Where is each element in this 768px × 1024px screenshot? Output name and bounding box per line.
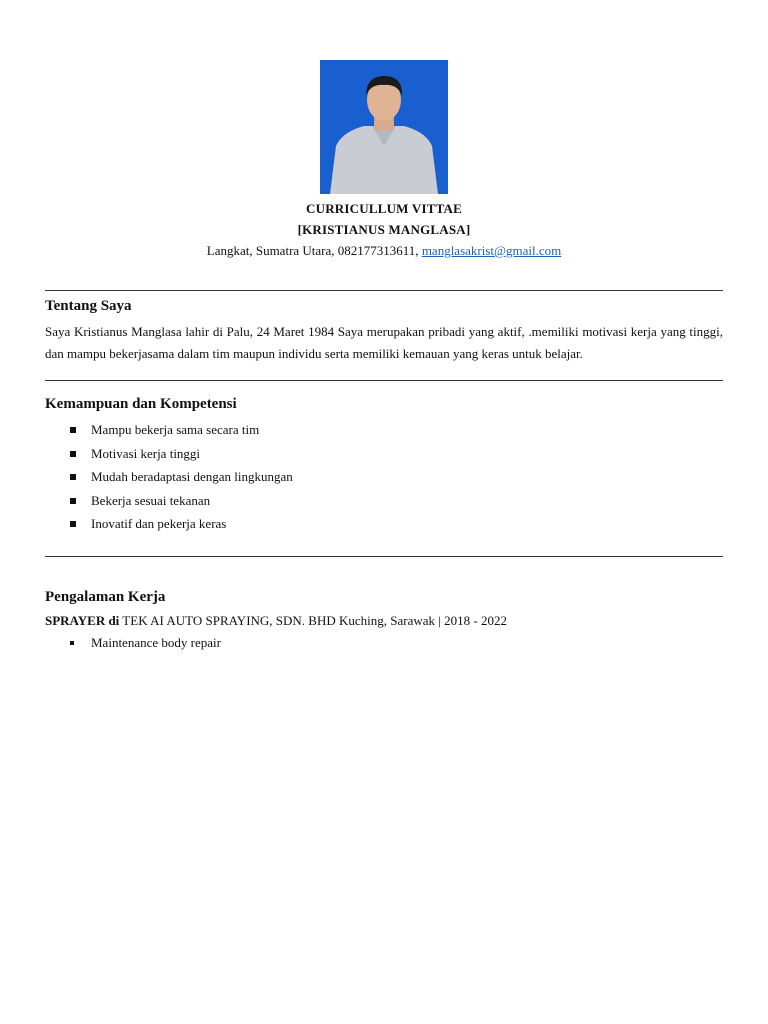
section-heading-about: Tentang Saya <box>45 298 132 314</box>
email-link[interactable]: manglasakrist@gmail.com <box>421 243 562 258</box>
job-company: TEK AI AUTO SPRAYING, SDN. BHD Kuching, Sarawak | 2018 - 2022 <box>119 613 507 628</box>
square-bullet-icon <box>70 498 76 504</box>
divider-about <box>45 380 723 381</box>
list-item <box>45 420 293 444</box>
list-item <box>45 633 221 653</box>
list-item <box>45 491 293 515</box>
square-bullet-icon <box>70 521 76 527</box>
duty-text: Maintenance body repair <box>91 635 221 650</box>
profile-photo <box>320 60 448 194</box>
cv-name: [KRISTIANUS MANGLASA] <box>297 222 471 237</box>
section-heading-skills: Kemampuan dan Kompetensi <box>45 396 237 412</box>
contact-location-phone: Langkat, Sumatra Utara, 082177313611, <box>206 243 422 258</box>
skill-text: Mudah beradaptasi dengan lingkungan <box>91 469 293 485</box>
square-bullet-icon <box>70 474 76 480</box>
square-bullet-icon <box>70 451 76 457</box>
square-bullet-icon <box>70 641 74 645</box>
about-text: Saya Kristianus Manglasa lahir di Palu, 24 Maret 1984 Saya merupakan pribadi yang aktif, .memiliki motivasi kerja yang tinggi, dan mampu bekerjasama dalam tim maupun individu serta memiliki kemauan yang keras untuk belajar. <box>45 324 723 361</box>
square-bullet-icon <box>70 427 76 433</box>
skill-text: Mampu bekerja sama secara tim <box>91 422 260 437</box>
list-item <box>45 444 293 468</box>
list-item <box>45 514 293 538</box>
divider-top <box>45 290 723 291</box>
cv-title: CURRICULLUM VITTAE <box>306 201 462 216</box>
skill-text: Inovatif dan pekerja keras <box>91 516 227 532</box>
skill-text: Bekerja sesuai tekanan <box>91 492 211 508</box>
section-heading-experience: Pengalaman Kerja <box>45 589 166 605</box>
person-photo-icon <box>320 60 448 194</box>
list-item <box>45 467 293 491</box>
job-role: SPRAYER di <box>45 613 120 628</box>
duties-list <box>45 633 221 653</box>
skill-text: Motivasi kerja tinggi <box>91 445 201 461</box>
job-entry <box>45 613 507 629</box>
skills-list <box>45 420 293 538</box>
contact-line <box>0 243 768 259</box>
divider-skills <box>45 556 723 557</box>
